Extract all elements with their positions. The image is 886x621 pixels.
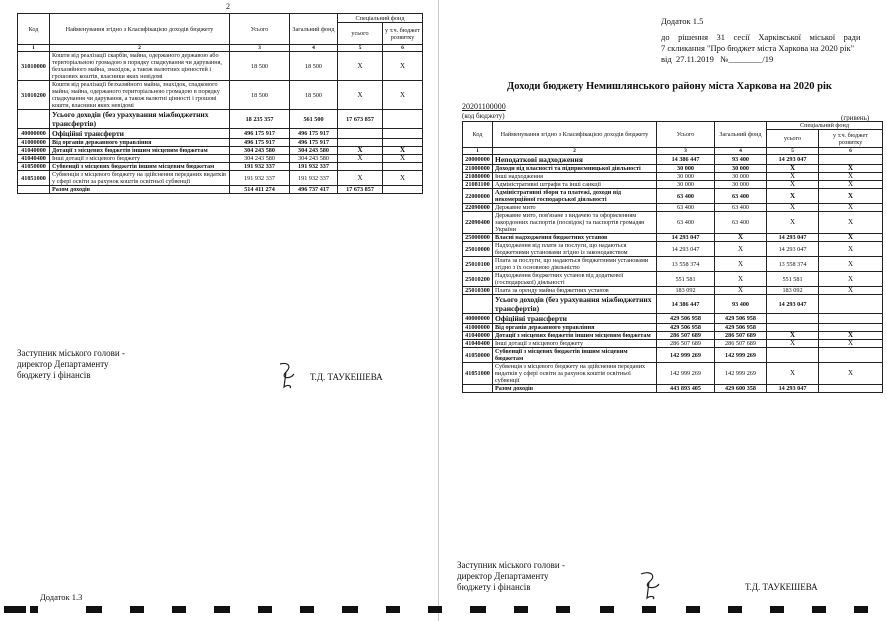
- cell-dev: X: [819, 189, 883, 204]
- annex-line: від 27.11.2019 №________/19: [661, 54, 774, 64]
- budget-code-label: (код бюджету): [462, 112, 505, 120]
- table-row: [463, 295, 883, 314]
- cell-total: 496 175 917: [230, 129, 290, 139]
- cell-general: X: [715, 234, 767, 242]
- cell-code: 21080000: [463, 173, 493, 181]
- table-row: [18, 110, 423, 129]
- page-mark: 2: [226, 2, 230, 11]
- cell-total: 14 386 447: [657, 155, 715, 165]
- table-row: [18, 186, 423, 194]
- cell-general: 304 243 580: [290, 147, 338, 155]
- cell-dev: X: [819, 173, 883, 181]
- col-num: 2: [493, 148, 657, 155]
- cell-dev: [819, 348, 883, 363]
- cell-code: 41000000: [463, 324, 493, 332]
- cell-dev: X: [819, 242, 883, 257]
- cell-code: 40000000: [463, 314, 493, 324]
- cell-code: 25010300: [463, 287, 493, 295]
- cell-name: Кошти від реалізації скарбів, майна, одержаного державою або територіальною громадою в порядку спадкування чи дарування, безхазяйного майна, знахідок, а також валютних цінностей і грошових коштів, власники яких невідомі: [50, 52, 230, 81]
- cell-total: 18 500: [230, 81, 290, 110]
- cell-name: Надходження бюджетних установ від додаткової (господарської) діяльності: [493, 272, 657, 287]
- cell-name: Доходи від власності та підприємницької діяльності: [493, 165, 657, 173]
- header-general: Загальний фонд: [290, 14, 338, 45]
- cell-dev: X: [819, 332, 883, 340]
- cell-dev: [383, 139, 423, 147]
- table-row: [463, 257, 883, 272]
- cell-special: [767, 348, 819, 363]
- header-total: Усього: [230, 14, 290, 45]
- cell-total: 63 400: [657, 189, 715, 204]
- cell-special: X: [338, 81, 383, 110]
- cell-special: [338, 129, 383, 139]
- cell-code: 25010000: [463, 242, 493, 257]
- cell-general: X: [715, 242, 767, 257]
- cell-name: Субвенції з місцевих бюджетів іншим місцевим бюджетам: [493, 348, 657, 363]
- cell-name: Від органів державного управління: [50, 139, 230, 147]
- cell-dev: X: [819, 181, 883, 189]
- col-num: 3: [230, 45, 290, 52]
- cell-total: 30 000: [657, 181, 715, 189]
- cell-code: 25000000: [463, 234, 493, 242]
- column-numbers-row: [463, 148, 883, 155]
- cell-general: 63 400: [715, 189, 767, 204]
- col-num: 1: [18, 45, 50, 52]
- cell-dev: X: [819, 165, 883, 173]
- cell-special: 17 673 857: [338, 110, 383, 129]
- cell-dev: [819, 314, 883, 324]
- cell-code: 20000000: [463, 155, 493, 165]
- cell-total: 30 000: [657, 165, 715, 173]
- cell-code: 41051000: [18, 171, 50, 186]
- table-row: [463, 324, 883, 332]
- cell-total: 14 293 047: [657, 242, 715, 257]
- cell-special: X: [767, 173, 819, 181]
- table-row: [463, 348, 883, 363]
- header-total: Усього: [657, 122, 715, 148]
- cell-general: 496 175 917: [290, 129, 338, 139]
- handwritten-signature-icon: [274, 360, 304, 390]
- cell-code: 22090000: [463, 204, 493, 212]
- cell-total: 63 400: [657, 212, 715, 234]
- cell-general: 191 932 337: [290, 163, 338, 171]
- table-row: [463, 165, 883, 173]
- cell-total: 286 507 689: [657, 332, 715, 340]
- cell-name: Адміністративні збори та платежі, доходи від некомерційної господарської діяльності: [493, 189, 657, 204]
- table-row: [463, 340, 883, 348]
- cell-code: [463, 385, 493, 393]
- cell-general: 429 506 958: [715, 324, 767, 332]
- cell-dev: X: [383, 155, 423, 163]
- header-special-total: усього: [767, 130, 819, 148]
- cell-name: Плата за оренду майна бюджетних установ: [493, 287, 657, 295]
- cell-name: Інші дотації з місцевого бюджету: [50, 155, 230, 163]
- cell-dev: X: [819, 234, 883, 242]
- cell-total: 191 932 337: [230, 163, 290, 171]
- cell-code: 41040000: [18, 147, 50, 155]
- annex-line: 7 скликання "Про бюджет міста Харкова на 2020 рік": [661, 43, 855, 53]
- right-income-table: [462, 121, 883, 393]
- cell-code: 41050000: [18, 163, 50, 171]
- col-num: 4: [715, 148, 767, 155]
- table-row: [463, 173, 883, 181]
- signature-line: директор Департаменту: [457, 571, 549, 581]
- cell-code: [463, 295, 493, 314]
- cell-name: Власні надходження бюджетних установ: [493, 234, 657, 242]
- cell-total: 429 506 958: [657, 324, 715, 332]
- table-row: [18, 155, 423, 163]
- handwritten-signature-icon: [635, 568, 669, 602]
- cell-code: 41040000: [463, 332, 493, 340]
- cell-special: 17 673 857: [338, 186, 383, 194]
- cell-code: 22090400: [463, 212, 493, 234]
- col-num: 6: [819, 148, 883, 155]
- left-page: [0, 0, 438, 621]
- col-num: 3: [657, 148, 715, 155]
- col-num: 5: [338, 45, 383, 52]
- cell-special: 13 558 374: [767, 257, 819, 272]
- table-row: [463, 363, 883, 385]
- column-numbers-row: [18, 45, 423, 52]
- cell-name: Субвенція з місцевого бюджету на здійснення переданих видатків у сфері освіти за рахунок коштів освітньої субвенції: [50, 171, 230, 186]
- left-signature-block: [17, 348, 125, 381]
- table-row: [18, 139, 423, 147]
- col-num: 2: [50, 45, 230, 52]
- cell-name: Адміністративні штрафи та інші санкції: [493, 181, 657, 189]
- cell-code: 40000000: [18, 129, 50, 139]
- table-row: [18, 129, 423, 139]
- cell-total: 304 243 580: [230, 155, 290, 163]
- cell-name: Разом доходів: [50, 186, 230, 194]
- cell-code: 25010200: [463, 272, 493, 287]
- header-special: Спеціальний фонд: [338, 14, 423, 23]
- cell-code: 41051000: [463, 363, 493, 385]
- cell-special: X: [767, 165, 819, 173]
- cell-dev: [383, 129, 423, 139]
- cell-dev: [383, 186, 423, 194]
- cell-general: 30 000: [715, 165, 767, 173]
- table-row: [18, 171, 423, 186]
- cell-total: 191 932 337: [230, 171, 290, 186]
- cell-total: 514 411 274: [230, 186, 290, 194]
- table-row: [463, 287, 883, 295]
- col-num: 4: [290, 45, 338, 52]
- cell-code: 41050000: [463, 348, 493, 363]
- left-income-table: [17, 13, 423, 194]
- signature-line: бюджету і фінансів: [17, 370, 91, 380]
- cell-total: 18 500: [230, 52, 290, 81]
- cell-code: [18, 186, 50, 194]
- cell-special: X: [338, 155, 383, 163]
- cell-dev: [819, 295, 883, 314]
- cell-name: Державне мито: [493, 204, 657, 212]
- cell-total: 551 581: [657, 272, 715, 287]
- cell-name: Неподаткові надходження: [493, 155, 657, 165]
- cell-total: 142 999 269: [657, 363, 715, 385]
- budget-code: 20201100000: [462, 102, 506, 111]
- cell-total: 142 999 269: [657, 348, 715, 363]
- cell-dev: [383, 110, 423, 129]
- cell-dev: X: [819, 363, 883, 385]
- header-special-total: усього: [338, 23, 383, 45]
- col-num: 6: [383, 45, 423, 52]
- cell-dev: [819, 385, 883, 393]
- units-label: (гривень): [841, 114, 870, 122]
- cell-general: 93 400: [715, 295, 767, 314]
- cell-general: 63 400: [715, 212, 767, 234]
- cell-name: Дотації з місцевих бюджетів іншим місцевим бюджетам: [493, 332, 657, 340]
- cell-name: Субвенція з місцевого бюджету на здійснення переданих видатків у сфері освіти за рахунок коштів освітньої субвенції: [493, 363, 657, 385]
- table-row: [463, 332, 883, 340]
- cell-special: X: [767, 189, 819, 204]
- table-row: [463, 155, 883, 165]
- cell-general: X: [715, 287, 767, 295]
- table-row: [463, 385, 883, 393]
- cell-name: Кошти від реалізації безхазяйного майна, знахідок, спадкового майна, майна, одержаного територіальною громадою в порядку спадкування чи дарування, а також валютні цінності і грошові кошти, власники яких невідомі: [50, 81, 230, 110]
- cell-total: 30 000: [657, 173, 715, 181]
- table-row: [463, 272, 883, 287]
- col-num: 1: [463, 148, 493, 155]
- cell-dev: X: [819, 340, 883, 348]
- cell-code: 22000000: [463, 189, 493, 204]
- cell-dev: X: [819, 204, 883, 212]
- table-row: [463, 204, 883, 212]
- cell-name: Інші надходження: [493, 173, 657, 181]
- cell-name: Плата за послуги, що надаються бюджетними установами згідно з їх основною діяльністю: [493, 257, 657, 272]
- annex-number: Додаток 1.5: [661, 16, 704, 26]
- right-table-body: [463, 155, 883, 393]
- cell-total: 13 558 374: [657, 257, 715, 272]
- cell-total: 429 506 958: [657, 314, 715, 324]
- cell-general: X: [715, 257, 767, 272]
- cell-code: 31010200: [18, 81, 50, 110]
- cell-special: 14 293 047: [767, 155, 819, 165]
- cell-general: 496 737 417: [290, 186, 338, 194]
- header-code: Код: [463, 122, 493, 148]
- left-signature-name: Т.Д. ТАУКЕШЕВА: [310, 372, 383, 382]
- left-footer-annex: Додаток 1.3: [40, 592, 83, 602]
- table-row: [463, 314, 883, 324]
- cell-code: 21081100: [463, 181, 493, 189]
- header-code: Код: [18, 14, 50, 45]
- cell-special: X: [338, 147, 383, 155]
- header-name: Найменування згідно з Класифікацією доходів бюджету: [493, 122, 657, 148]
- table-row: [18, 163, 423, 171]
- cell-total: 496 175 917: [230, 139, 290, 147]
- cell-special: X: [338, 171, 383, 186]
- cell-special: 551 581: [767, 272, 819, 287]
- cell-general: 63 400: [715, 204, 767, 212]
- cell-special: [767, 314, 819, 324]
- header-name: Найменування згідно з Класифікацією доходів бюджету: [50, 14, 230, 45]
- left-table-body: [18, 52, 423, 194]
- cell-special: X: [767, 363, 819, 385]
- table-row: [18, 81, 423, 110]
- cell-general: 142 999 269: [715, 348, 767, 363]
- document-title: Доходи бюджету Немишлянського району міста Харкова на 2020 рік: [507, 81, 832, 92]
- cell-general: 429 506 958: [715, 314, 767, 324]
- signature-line: Заступник міського голови -: [457, 560, 565, 570]
- cell-special: 14 293 047: [767, 295, 819, 314]
- table-row: [463, 181, 883, 189]
- cell-dev: X: [819, 287, 883, 295]
- cell-general: 93 400: [715, 155, 767, 165]
- cell-name: Надходження від плати за послуги, що надаються бюджетними установами згідно із законодавством: [493, 242, 657, 257]
- cell-special: X: [767, 332, 819, 340]
- cell-name: Інші дотації з місцевого бюджету: [493, 340, 657, 348]
- header-special-dev: у т.ч. бюджет розвитку: [819, 130, 883, 148]
- cell-special: 14 293 047: [767, 385, 819, 393]
- cell-dev: X: [819, 272, 883, 287]
- cell-total: 18 235 357: [230, 110, 290, 129]
- cell-dev: [819, 155, 883, 165]
- cell-dev: X: [383, 147, 423, 155]
- cell-dev: [819, 324, 883, 332]
- cell-special: X: [767, 340, 819, 348]
- cell-general: 30 000: [715, 173, 767, 181]
- cell-name: Дотації з місцевих бюджетів іншим місцевим бюджетам: [50, 147, 230, 155]
- cell-name: Усього доходів (без урахування міжбюджетних трансфертів): [50, 110, 230, 129]
- cell-code: 41040400: [18, 155, 50, 163]
- signature-line: бюджету і фінансів: [457, 582, 531, 592]
- cell-special: 183 092: [767, 287, 819, 295]
- cell-name: Субвенції з місцевих бюджетів іншим місцевим бюджетам: [50, 163, 230, 171]
- cell-special: [338, 163, 383, 171]
- cell-code: 21000000: [463, 165, 493, 173]
- cell-dev: X: [383, 81, 423, 110]
- header-special-dev: у т.ч. бюджет розвитку: [383, 23, 423, 45]
- right-signature-block: [457, 560, 565, 593]
- cell-total: 14 293 047: [657, 234, 715, 242]
- cell-dev: [383, 163, 423, 171]
- cell-general: 286 507 689: [715, 340, 767, 348]
- cell-general: X: [715, 272, 767, 287]
- table-row: [463, 212, 883, 234]
- cell-dev: X: [819, 212, 883, 234]
- cell-code: 41040400: [463, 340, 493, 348]
- header-special: Спеціальний фонд: [767, 122, 883, 130]
- cell-special: X: [338, 52, 383, 81]
- cell-name: Офіційні трансферти: [493, 314, 657, 324]
- signature-line: Заступник міського голови -: [17, 348, 125, 358]
- cell-dev: X: [819, 257, 883, 272]
- cell-special: 14 293 047: [767, 242, 819, 257]
- signature-line: директор Департаменту: [17, 359, 109, 369]
- cell-special: [338, 139, 383, 147]
- cell-total: 14 386 447: [657, 295, 715, 314]
- right-page: [438, 0, 886, 621]
- table-row: [18, 52, 423, 81]
- table-row: [18, 147, 423, 155]
- cell-total: 183 092: [657, 287, 715, 295]
- cell-general: 304 243 580: [290, 155, 338, 163]
- cell-special: X: [767, 204, 819, 212]
- cell-general: 18 500: [290, 52, 338, 81]
- cell-general: 429 600 358: [715, 385, 767, 393]
- cell-general: 286 507 689: [715, 332, 767, 340]
- cell-total: 304 243 580: [230, 147, 290, 155]
- cell-name: Від органів державного управління: [493, 324, 657, 332]
- cell-special: [767, 324, 819, 332]
- cell-name: Офіційні трансферти: [50, 129, 230, 139]
- cell-code: 25010100: [463, 257, 493, 272]
- cell-total: 63 400: [657, 204, 715, 212]
- table-row: [463, 234, 883, 242]
- cell-special: X: [767, 181, 819, 189]
- cell-general: 18 500: [290, 81, 338, 110]
- cell-general: 191 932 337: [290, 171, 338, 186]
- cell-name: Усього доходів (без урахування міжбюджетних трансфертів): [493, 295, 657, 314]
- cell-general: 142 999 269: [715, 363, 767, 385]
- cell-name: Державне мито, пов'язане з видачею та оформленням закордонних паспортів (посвідок) та паспортів громадян України: [493, 212, 657, 234]
- cell-general: 561 500: [290, 110, 338, 129]
- cell-code: 31010000: [18, 52, 50, 81]
- cell-general: 30 000: [715, 181, 767, 189]
- cell-dev: X: [383, 171, 423, 186]
- cell-code: 41000000: [18, 139, 50, 147]
- cell-total: 286 507 689: [657, 340, 715, 348]
- right-signature-name: Т.Д. ТАУКЕШЕВА: [745, 582, 818, 592]
- cell-special: 14 293 047: [767, 234, 819, 242]
- cell-code: [18, 110, 50, 129]
- cell-general: 496 175 917: [290, 139, 338, 147]
- cell-name: Разом доходів: [493, 385, 657, 393]
- table-row: [463, 242, 883, 257]
- annex-line: до рішення 31 сесії Харківської міської ради: [661, 32, 861, 42]
- cell-special: X: [767, 212, 819, 234]
- cell-total: 443 893 405: [657, 385, 715, 393]
- cell-dev: X: [383, 52, 423, 81]
- scan-edge-strip: [0, 603, 886, 615]
- col-num: 5: [767, 148, 819, 155]
- table-row: [463, 189, 883, 204]
- header-general: Загальний фонд: [715, 122, 767, 148]
